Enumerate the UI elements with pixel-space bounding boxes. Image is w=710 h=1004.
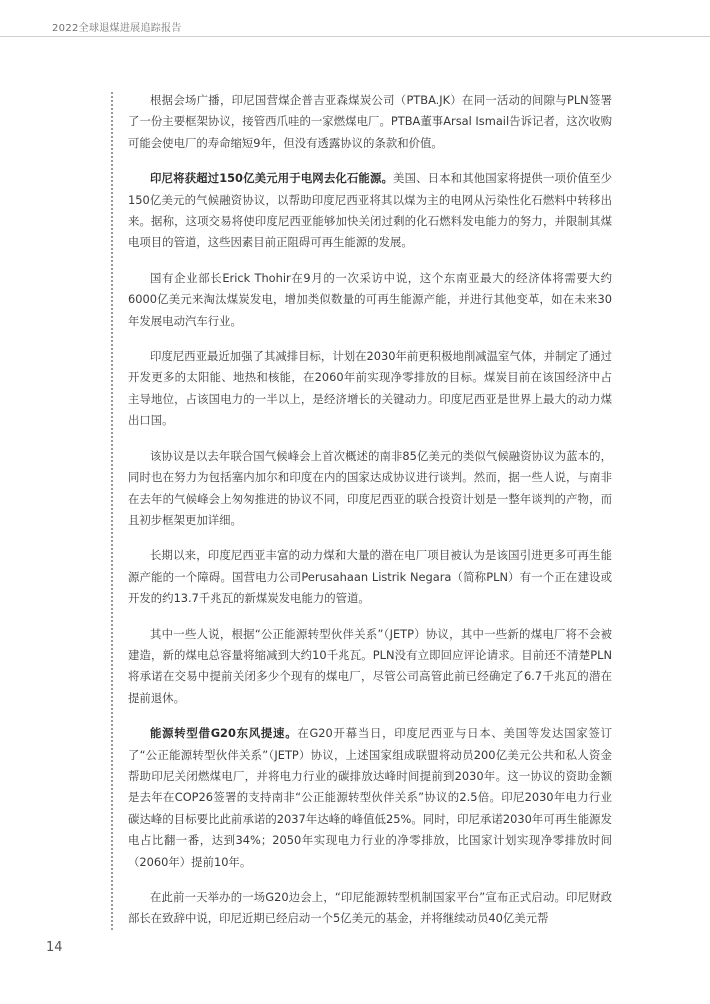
paragraph [128, 168, 612, 254]
paragraph-text: 国有企业部长Erick Thohir在9月的一次采访中说，这个东南亚最大的经济体将需要大约6000亿美元来淘汰煤炭发电，增加类似数量的可再生能源产能，并进行其他变革，如在未来30年发展电动汽车行业。 [128, 270, 612, 328]
paragraph-text: 该协议是以去年联合国气候峰会上首次概述的南非85亿美元的类似气候融资协议为蓝本的，同时也在努力为包括塞内加尔和印度在内的国家达成协议进行谈判。然而，据一些人说，与南非在去年的气候峰会上匆匆推进的协议不同，印度尼西亚的联合投资计划是一整年谈判的产物，而且初步框架更加详细。 [128, 448, 612, 527]
paragraph [128, 545, 612, 609]
paragraph [128, 346, 612, 432]
paragraph-text: 在G20开幕当日，印度尼西亚与日本、美国等发达国家签订了“公正能源转型伙伴关系”（JETP）协议，上述国家组成联盟将动员200亿美元公共和私人资金帮助印尼关闭燃煤电厂，并将电力行业的碳排放达峰时间提前到2030年。这一协议的资助金额是去年在COP26签署的支持南非“公正能源转型伙伴关系”协议的2.5倍。印尼2030年电力行业碳达峰的目标要比此前承诺的2037年达峰的峰值低25%。同时，印尼承诺2030年可再生能源发电占比翻一番，达到34%；2050年实现电力行业的净零排放，比国家计划实现净零排放时间（2060年）提前10年。 [128, 726, 612, 869]
paragraph-lead: 能源转型借G20东风提速。 [150, 726, 298, 741]
paragraph [128, 624, 612, 710]
paragraph [128, 446, 612, 532]
paragraph [128, 90, 612, 154]
margin-dotted-line [111, 92, 113, 930]
paragraph-text: 美国、日本和其他国家将提供一项价值至少150亿美元的气候融资协议，以帮助印度尼西亚将其以煤为主的电网从污染性化石燃料中转移出来。据称，这项交易将使印度尼西亚能够加快关闭过剩的化石燃料发电能力的努力，并限制其煤电项目的管道，这些因素目前正阻碍可再生能源的发展。 [128, 171, 612, 250]
paragraph-text: 印度尼西亚最近加强了其减排目标，计划在2030年前更积极地削减温室气体，并制定了通过开发更多的太阳能、地热和核能，在2060年前实现净零排放的目标。煤炭目前在该国经济中占主导地位，占该国电力的一半以上，是经济增长的关键动力。印度尼西亚是世界上最大的动力煤出口国。 [128, 349, 612, 428]
body-text [128, 90, 612, 944]
paragraph-lead: 印尼将获超过150亿美元用于电网去化石能源。 [150, 171, 394, 186]
report-title: 2022全球退煤进展追踪报告 [52, 23, 182, 34]
paragraph-text: 根据会场广播，印尼国营煤企普吉亚森煤炭公司（PTBA.JK）在同一活动的间隙与PLN签署了一份主要框架协议，接管西爪哇的一家燃煤电厂。PTBA董事Arsal Ismail告诉记者，这次收购可能会使电厂的寿命缩短9年，但没有透露协议的条款和价值。 [128, 93, 612, 150]
header-divider [0, 36, 710, 37]
paragraph [128, 723, 612, 873]
paragraph-text: 在此前一天举办的一场G20边会上，“印尼能源转型机制国家平台”宣布正式启动。印尼财政部长在致辞中说，印尼近期已经启动一个5亿美元的基金，并将继续动员40亿美元帮 [128, 890, 612, 926]
paragraph-text: 长期以来，印度尼西亚丰富的动力煤和大量的潜在电厂项目被认为是该国引进更多可再生能源产能的一个障碍。国营电力公司Perusahaan Listrik Negara（简称PLN）有一个正在建设或开发的约13.7千兆瓦的新煤炭发电能力的管道。 [128, 548, 612, 606]
paragraph-text: 其中一些人说，根据“公正能源转型伙伴关系”（JETP）协议，其中一些新的煤电厂将不会被建造，新的煤电总容量将缩减到大约10千兆瓦。PLN没有立即回应评论请求。目前还不清楚PLN将承诺在交易中提前关闭多少个现有的煤电厂，尽管公司高管此前已经确定了6.7千兆瓦的潜在提前退休。 [128, 626, 612, 705]
paragraph [128, 887, 612, 930]
page-number: 14 [46, 940, 63, 955]
paragraph [128, 268, 612, 332]
